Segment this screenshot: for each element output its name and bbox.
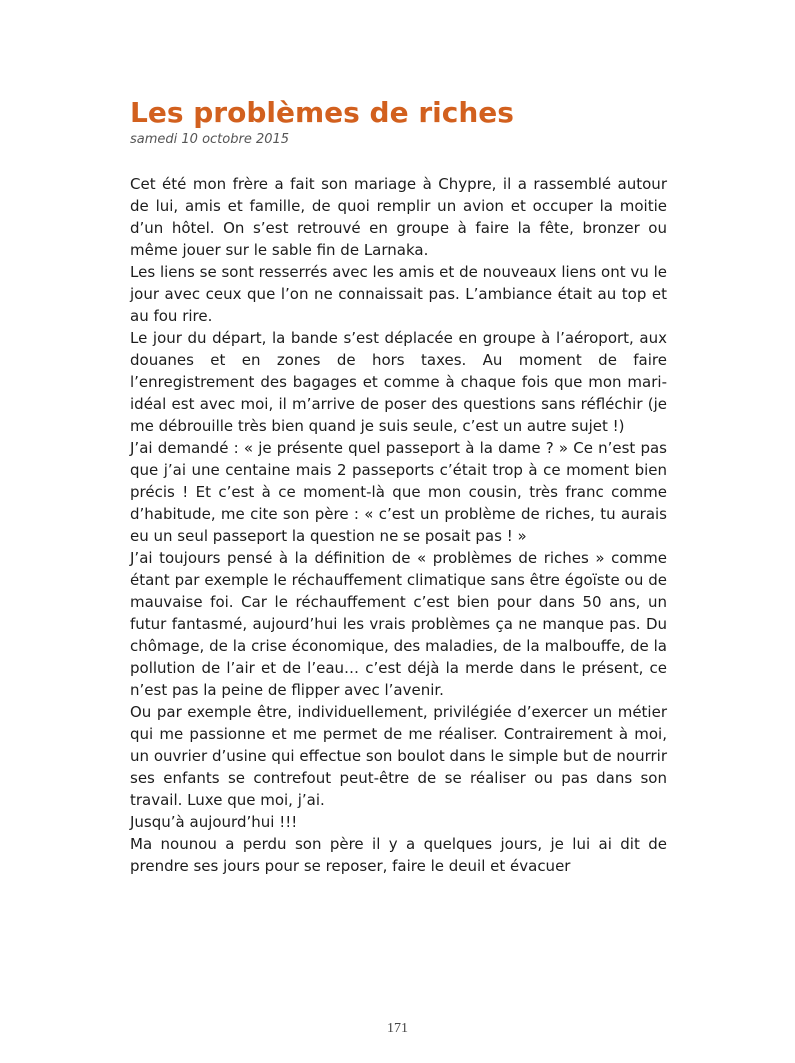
paragraph: J’ai toujours pensé à la définition de « problèmes de riches » comme étant par exemple le réchauffement climatique sans être égoïste ou de mauvaise foi. Car le réchauffement c’est bien pour dans 50 ans, un futur fantasmé, aujourd’hui les vrais problèmes ça ne manque pas. Du chômage, de la crise économique, des maladies, de la malbouffe, de la pollution de l’air et de l’eau… c’est déjà la merde dans le présent, ce n’est pas la peine de flipper avec l’avenir. [130,549,667,699]
paragraph: Jusqu’à aujourd’hui !!! [130,813,298,831]
paragraph: Cet été mon frère a fait son mariage à Chypre, il a rassemblé autour de lui, amis et famille, de quoi remplir un avion et occuper la moitie d’un hôtel. On s’est retrouvé en groupe à faire la fête, bronzer ou même jouer sur le sable fin de Larnaka. [130,175,667,259]
page-title: Les problèmes de riches [130,96,514,129]
paragraph: Le jour du départ, la bande s’est déplacée en groupe à l’aéroport, aux douanes et en zones de hors taxes. Au moment de faire l’enregistrement des bagages et comme à chaque fois que mon mari-idéal est avec moi, il m’arrive de poser des questions sans réfléchir (je me débrouille très bien quand je suis seule, c’est un autre sujet !) [130,329,667,435]
article-body [130,173,667,877]
page-number: 171 [387,1021,408,1036]
article-content [130,96,667,877]
paragraph: Ma nounou a perdu son père il y a quelques jours, je lui ai dit de prendre ses jours pour se reposer, faire le deuil et évacuer [130,835,667,875]
paragraph: Les liens se sont resserrés avec les amis et de nouveaux liens ont vu le jour avec ceux que l’on ne connaissait pas. L’ambiance était au top et au fou rire. [130,263,667,325]
paragraph: J’ai demandé : « je présente quel passeport à la dame ? » Ce n’est pas que j’ai une centaine mais 2 passeports c’était trop à ce moment bien précis ! Et c’est à ce moment-là que mon cousin, très franc comme d’habitude, me cite son père : « c’est un problème de riches, tu aurais eu un seul passeport la question ne se posait pas ! » [130,439,667,545]
article-date: samedi 10 octobre 2015 [130,132,290,147]
paragraph: Ou par exemple être, individuellement, privilégiée d’exercer un métier qui me passionne et me permet de me réaliser. Contrairement à moi, un ouvrier d’usine qui effectue son boulot dans le simple but de nourrir ses enfants se contrefout peut-être de se réaliser ou pas dans son travail. Luxe que moi, j’ai. [130,703,667,809]
